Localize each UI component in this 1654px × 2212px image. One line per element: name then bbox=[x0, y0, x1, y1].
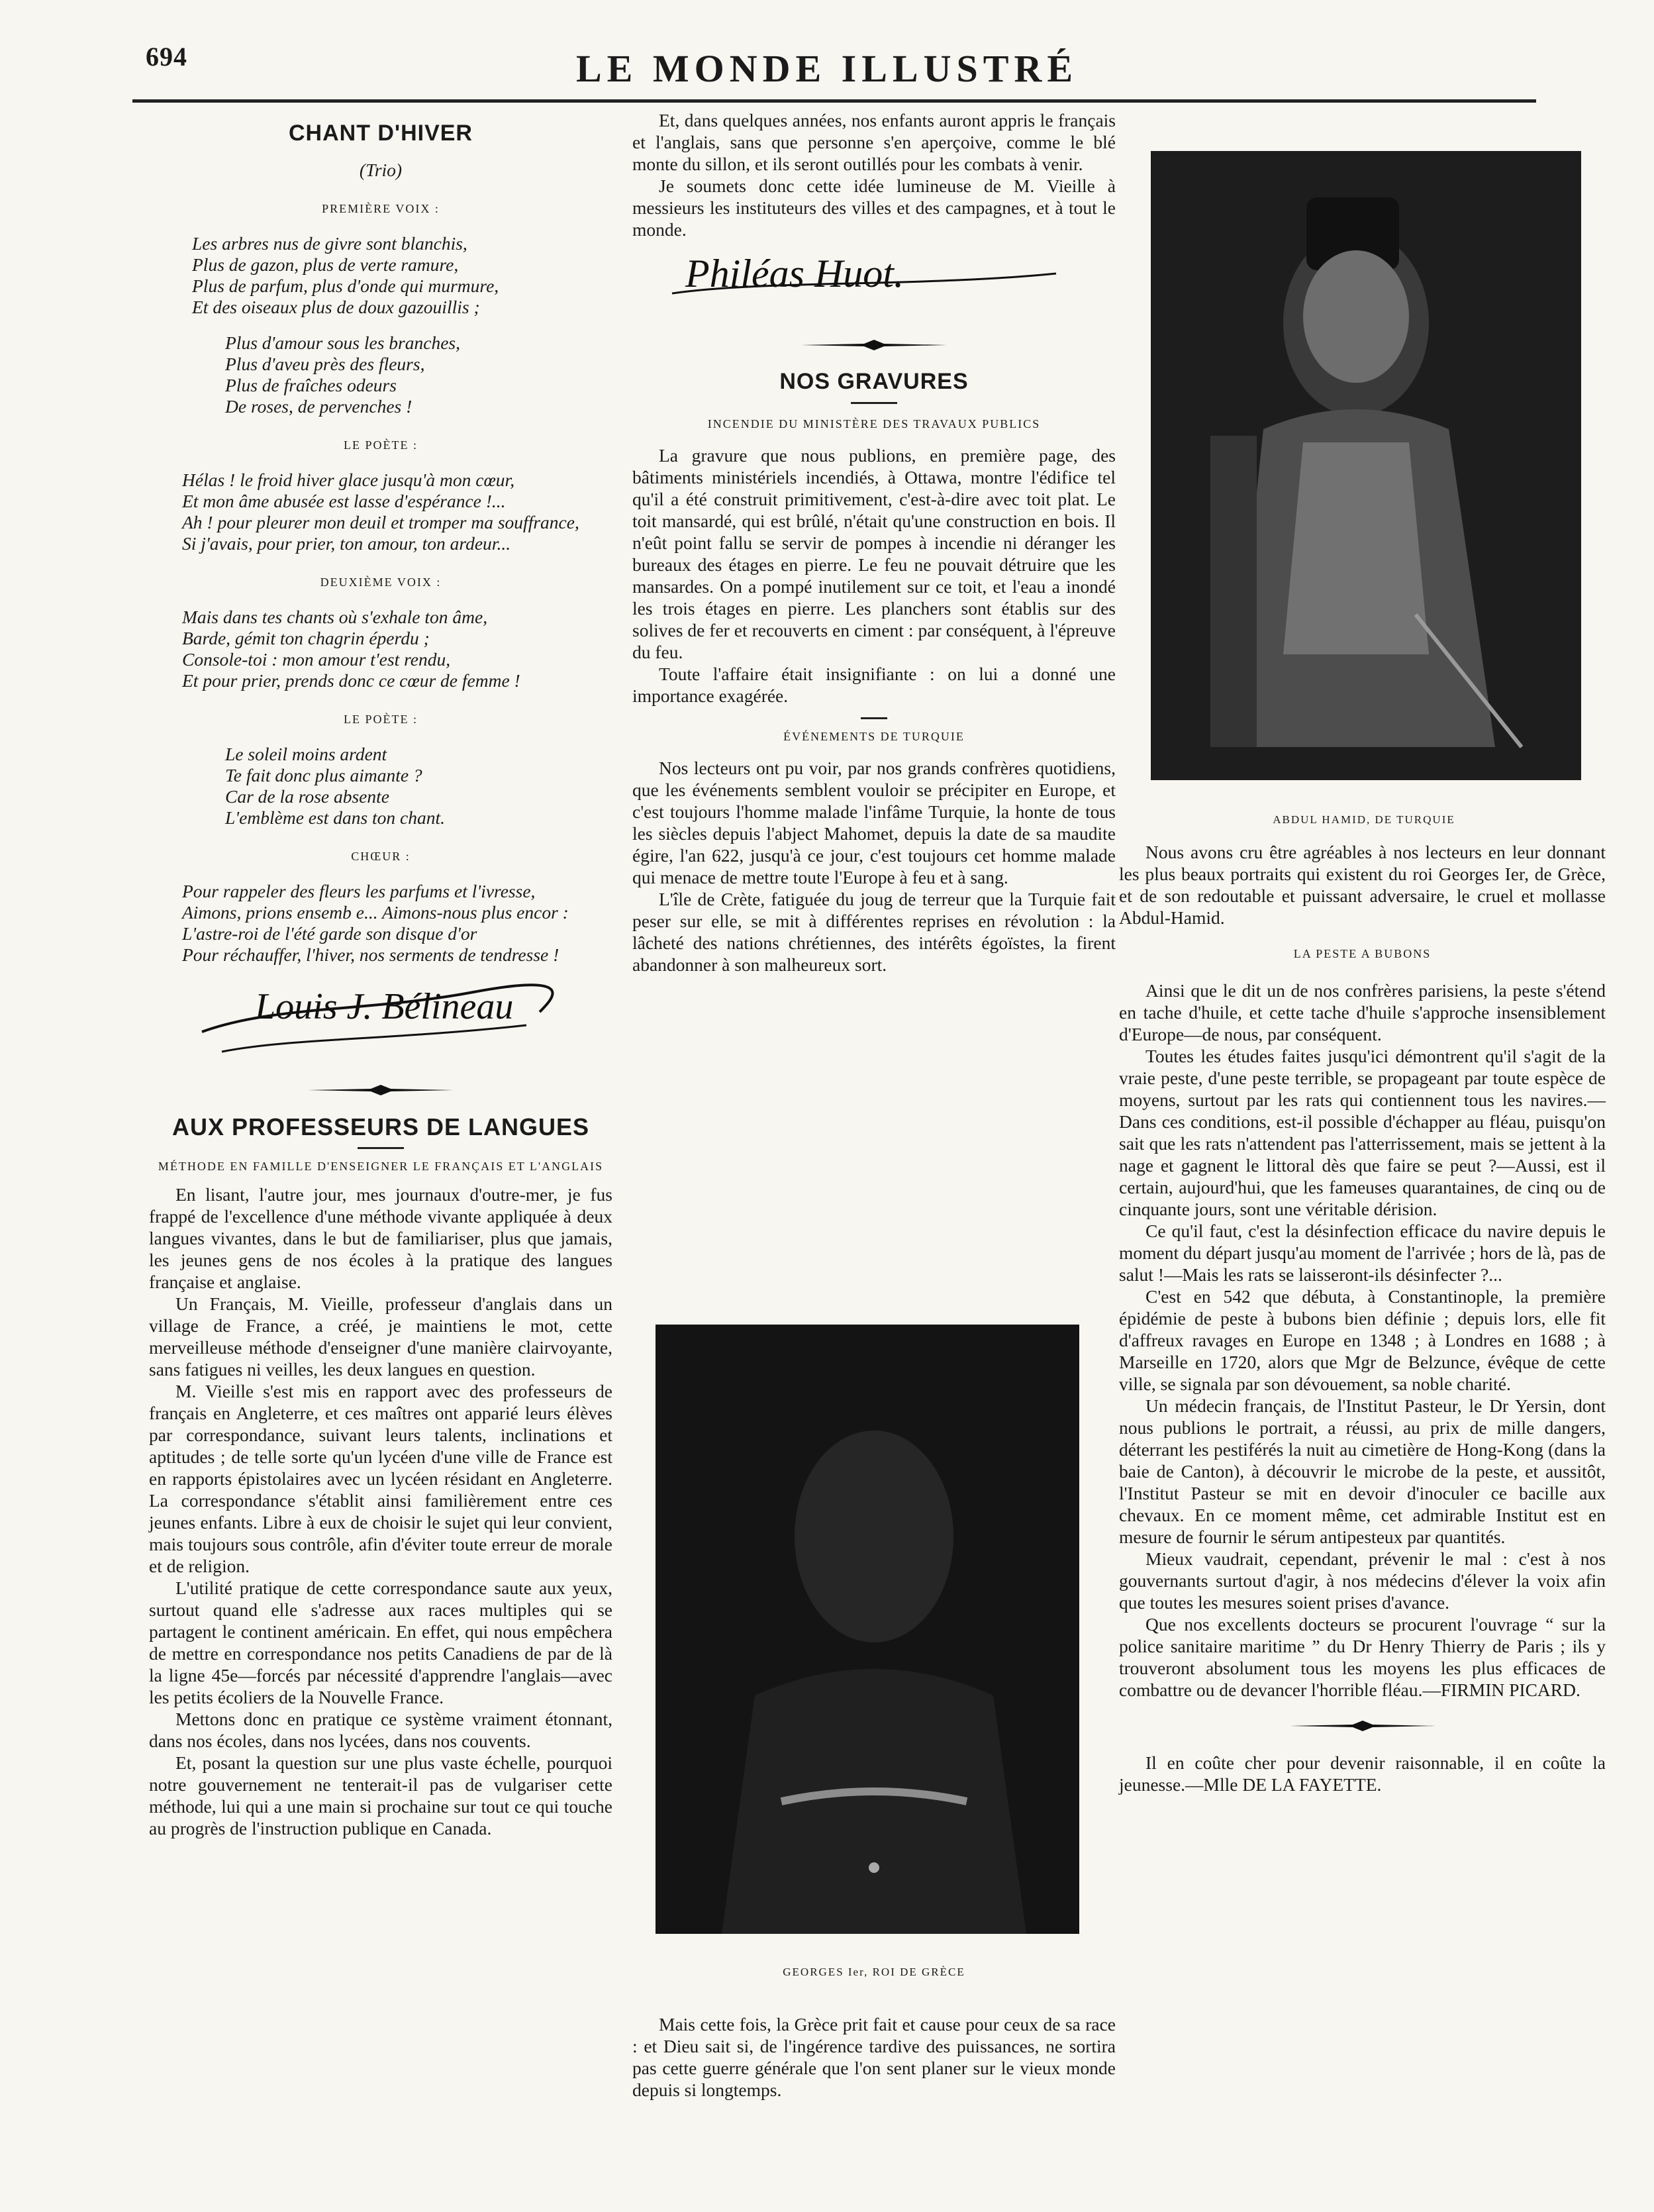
stanza bbox=[182, 607, 612, 691]
voice-label: PREMIÈRE VOIX : bbox=[322, 202, 440, 215]
stanza bbox=[225, 332, 612, 417]
verse-line: Et mon âme abusée est lasse d'espérance !... bbox=[182, 491, 506, 511]
grece-paragraph: Mais cette fois, la Grèce prit fait et cause pour ceux de sa race : et Dieu sait si, de l'ingérence tardive des puissances, ne sortira pas cette guerre générale que l'on sent planer sur le vieux monde depuis si longtemps. bbox=[632, 2014, 1116, 2100]
intro-paragraph: Nous avons cru être agréables à nos lecteurs en leur donnant les plus beaux portraits qui existent du roi Georges Ier, de Grèce, et de son redoutable et puissant adversaire, le cruel et mollasse Abdul-Hamid. bbox=[1119, 842, 1606, 928]
verse-line: Pour rappeler des fleurs les parfums et l'ivresse, bbox=[182, 881, 536, 901]
georges-photo bbox=[656, 1325, 1079, 1934]
prof-paragraph: M. Vieille s'est mis en rapport avec des professeurs de français en Angleterre, et ces maîtres ont apparié leurs élèves par correspondance, suivant leurs talents, inclinations et aptitudes ; de telle sorte qu'un lycéen d'une ville de France est en rapports épistolaires avec un lycéen résidant en Angleterre. La correspondance s'établit ainsi familièrement entre ces jeunes enfants. Libre à eux de choisir le sujet qui leur convient, mais toujours sous contrôle, afin d'éviter toute erreur de morale et de religion. bbox=[149, 1381, 612, 1576]
stanza bbox=[182, 470, 612, 554]
verse-line: Et des oiseaux plus de doux gazouillis ; bbox=[192, 297, 480, 317]
masthead-title: LE MONDE ILLUSTRÉ bbox=[575, 47, 1079, 90]
voice-label: CHŒUR : bbox=[351, 850, 411, 863]
prof-paragraph: Et, dans quelques années, nos enfants auront appris le français et l'anglais, sans que personne s'en aperçoive, comme le blé monte du sillon, et ils seront outillés pour les combats à venir. bbox=[632, 110, 1116, 174]
voice-label: DEUXIÈME VOIX : bbox=[320, 576, 442, 589]
verse-line: Plus d'aveu près des fleurs, bbox=[225, 354, 425, 374]
voice-label: LE POÈTE : bbox=[344, 713, 418, 726]
title-rule bbox=[851, 402, 897, 404]
verse-line: Plus de parfum, plus d'onde qui murmure, bbox=[192, 276, 499, 296]
chant-signature-text: Louis J. Bélineau bbox=[255, 986, 514, 1027]
stanza bbox=[182, 881, 612, 966]
turquie-paragraph: Nos lecteurs ont pu voir, par nos grands confrères quotidiens, que les événements semblent vouloir se précipiter en Europe, et c'est toujours l'homme malade l'infâme Turquie, la honte de tous les siècles depuis l'abject Mahomet, depuis la date de sa maudite égire, l'an 622, jusqu'à ce jour, c'est toujours cet homme malade qui menace de mettre toute l'Europe à feu et à sang. bbox=[632, 758, 1116, 887]
prof-paragraph: Et, posant la question sur une plus vaste échelle, pourquoi notre gouvernement ne tenterait-il pas de vulgariser cette méthode, lui qui a une main si prochaine sur tout ce qui touche au progrès de l'instruction publique en Canada. bbox=[149, 1752, 612, 1838]
prof-paragraph: Je soumets donc cette idée lumineuse de M. Vieille à messieurs les instituteurs des villes et des campagnes, et à tout le monde. bbox=[632, 176, 1116, 240]
chant-signature bbox=[149, 966, 612, 1065]
verse-line: Plus de gazon, plus de verte ramure, bbox=[192, 254, 459, 275]
verse-line: Plus de fraîches odeurs bbox=[225, 375, 397, 395]
ornament-divider bbox=[149, 1080, 612, 1101]
page-number: 694 bbox=[146, 42, 187, 72]
column-left bbox=[149, 109, 612, 1839]
professeurs-title: AUX PROFESSEURS DE LANGUES bbox=[171, 1113, 590, 1140]
incendie-paragraph: La gravure que nous publions, en première page, des bâtiments ministériels incendiés, à Ottawa, montre l'édifice tel qu'il a été construit primitivement, c'est-à-dire avec toit plat. Le toit mansardé, qui est brûlé, n'était qu'une construction en bois. Il n'eût point fallu se servir de pompes à incendie ni déranger les bureaux des étages en pierre. Le feu ne pouvait détruire que les mansardes. On a pompé inutilement sur ce toit, et l'eau a inondé les trois étages en pierre. Les planchers sont établis sur des solives de fer et recouverts en ciment : par conséquent, à l'épreuve du feu. bbox=[632, 445, 1116, 662]
incendie-paragraph: Toute l'affaire était insignifiante : on lui a donné une importance exagérée. bbox=[632, 664, 1116, 706]
ornament-divider bbox=[1119, 1715, 1606, 1737]
verse-line: Ah ! pour pleurer mon deuil et tromper ma souffrance, bbox=[182, 512, 579, 532]
ornament-divider bbox=[632, 334, 1116, 356]
verse-line: Mais dans tes chants où s'exhale ton âme, bbox=[182, 607, 488, 627]
verse-line: Hélas ! le froid hiver glace jusqu'à mon cœur, bbox=[182, 470, 515, 490]
peste-paragraph: Mieux vaudrait, cependant, prévenir le mal : c'est à nos gouvernants surtout d'agir, à nos médecins d'élever la voix afin que toutes les mesures soient prises d'avance. bbox=[1119, 1548, 1606, 1613]
peste-paragraph: C'est en 542 que débuta, à Constantinople, la première épidémie de peste à bubons bien définie ; depuis lors, elle fit d'affreux ravages en Europe en 1348 ; à Londres en 1688 ; à Marseille en 1720, alors que Mgr de Belzunce, évêque de cette ville, se signala par son dévouement, sa noble charité. bbox=[1119, 1286, 1606, 1394]
incendie-title: INCENDIE DU MINISTÈRE DES TRAVAUX PUBLICS bbox=[707, 417, 1041, 430]
column-middle bbox=[632, 109, 1116, 976]
verse-line: Pour réchauffer, l'hiver, nos serments de tendresse ! bbox=[182, 944, 559, 965]
column-middle-bottom bbox=[632, 2013, 1116, 2101]
verse-line: Et pour prier, prends donc ce cœur de femme ! bbox=[182, 670, 520, 691]
verse-line: L'emblème est dans ton chant. bbox=[225, 807, 446, 828]
gravures-title: NOS GRAVURES bbox=[779, 369, 969, 394]
verse-line: Barde, gémit ton chagrin éperdu ; bbox=[182, 628, 430, 648]
prof-paragraph: Mettons donc en pratique ce système vraiment étonnant, dans nos écoles, dans nos lycées, dans nos couvents. bbox=[149, 1709, 612, 1751]
peste-paragraph: Ainsi que le dit un de nos confrères parisiens, la peste s'étend en tache d'huile, et cette tache d'huile s'approche insensiblement d'Europe—de nous, par conséquent. bbox=[1119, 980, 1606, 1044]
peste-paragraph: Que nos excellents docteurs se procurent l'ouvrage “ sur la police sanitaire maritime ” du Dr Henry Thierry de Paris ; ils y trouveront absolument tous les moyens les plus efficaces de combattre ou de devancer l'horrible fléau.—FIRMIN PICARD. bbox=[1119, 1614, 1606, 1700]
verse-line: Plus d'amour sous les branches, bbox=[225, 332, 460, 353]
prof-paragraph: En lisant, l'autre jour, mes journaux d'outre-mer, je fus frappé de l'excellence d'une méthode vivante appliquée à deux langues vivantes, dans le but de familiariser, plus que jamais, les jeunes gens de nos écoles à la pratique des langues française et anglaise. bbox=[149, 1184, 612, 1292]
huot-signature-text: Philéas Huot. bbox=[685, 252, 904, 295]
peste-paragraph: Toutes les études faites jusqu'ici démontrent qu'il s'agit de la vraie peste, d'une peste terrible, se propageant par toute espèce de moyens, surtout par les rats qui contiennent tous les navires.—Dans ces conditions, est-il possible d'échapper au fléau, puisqu'on sait que les rats n'attendent pas l'atterrissement, mais se jettent à la nage et gagnent le littoral dès que faire se peut ?—Aussi, est il certain, aujourd'hui, que les fameuses quarantaines, de cinq ou de cinquante jours, sont une véritable dérision. bbox=[1119, 1046, 1606, 1219]
chant-poem bbox=[149, 198, 612, 966]
professeurs-subtitle: MÉTHODE EN FAMILLE D'ENSEIGNER LE FRANÇAIS ET L'ANGLAIS bbox=[158, 1160, 604, 1173]
header-rule bbox=[132, 99, 1536, 103]
column-right bbox=[1119, 841, 1606, 1795]
prof-paragraph: L'utilité pratique de cette correspondance saute aux yeux, surtout quand elle s'adresse aux races multiples qui se partagent le continent américain. En effet, qui nous empêchera de mettre en correspondance nos petits Canadiens de par de là la ligne 45e—forcés par nécessité d'apprendre l'anglais—avec les petits écoliers de la Nouvelle France. bbox=[149, 1578, 612, 1707]
verse-line: L'astre-roi de l'été garde son disque d'or bbox=[182, 923, 477, 944]
chant-subtitle: (Trio) bbox=[359, 160, 403, 180]
stanza bbox=[192, 233, 612, 318]
verse-line: Car de la rose absente bbox=[225, 786, 389, 807]
verse-line: Si j'avais, pour prier, ton amour, ton ardeur... bbox=[182, 533, 511, 554]
stanza bbox=[225, 744, 612, 829]
verse-line: Les arbres nus de givre sont blanchis, bbox=[192, 233, 467, 254]
abdul-hamid-photo bbox=[1151, 151, 1581, 780]
verse-line: Aimons, prions ensemb e... Aimons-nous plus encor : bbox=[182, 902, 569, 923]
turquie-title: ÉVÉNEMENTS DE TURQUIE bbox=[783, 730, 965, 743]
turquie-paragraph: L'île de Crète, fatiguée du joug de terreur que la Turquie fait peser sur elle, se mit à différentes reprises en révolution : la lâcheté des nations chrétiennes, des intérêts égoïstes, la firent abandonner à son malheureux sort. bbox=[632, 889, 1116, 975]
verse-line: Le soleil moins ardent bbox=[225, 744, 387, 764]
verse-line: Console-toi : mon amour t'est rendu, bbox=[182, 649, 451, 670]
voice-label: LE POÈTE : bbox=[344, 438, 418, 452]
chant-title: CHANT D'HIVER bbox=[289, 121, 473, 146]
huot-signature bbox=[632, 240, 1116, 320]
rule bbox=[861, 717, 887, 719]
abdul-hamid-caption: ABDUL HAMID, DE TURQUIE bbox=[1273, 813, 1455, 826]
peste-paragraph: Ce qu'il faut, c'est la désinfection efficace du navire depuis le moment du départ jusqu'au moment de l'arrivée ; hors de là, pas de salut !—Mais les rats se laisseront-ils désinfecter ?... bbox=[1119, 1221, 1606, 1285]
prof-paragraph: Un Français, M. Vieille, professeur d'anglais dans un village de France, a créé, je maintiens le mot, cette merveilleuse méthode d'enseigner d'une manière clairvoyante, sans fatigues ni veilles, les deux langues en question. bbox=[149, 1293, 612, 1380]
lafayette-quote: Il en coûte cher pour devenir raisonnable, il en coûte la jeunesse.—Mlle DE LA FAYETTE. bbox=[1119, 1752, 1606, 1795]
peste-title: LA PESTE A BUBONS bbox=[1293, 947, 1432, 960]
title-rule bbox=[358, 1147, 404, 1149]
georges-caption: GEORGES Ier, ROI DE GRÈCE bbox=[783, 1966, 965, 1978]
signature-flourish bbox=[195, 966, 566, 1065]
verse-line: Te fait donc plus aimante ? bbox=[225, 765, 422, 785]
verse-line: De roses, de pervenches ! bbox=[225, 396, 413, 417]
peste-paragraph: Un médecin français, de l'Institut Pasteur, le Dr Yersin, dont nous publions le portrait, a réussi, au prix de mille dangers, déterrant les pestiférés la nuit au cimetière de Hong-Kong (dans la baie de Canton), à découvrir le microbe de la peste, et aussitôt, l'Institut Pasteur se mit en devoir d'inoculer ce bacille aux chevaux. En ce moment même, cet admirable Institut est en mesure de fournir le sérum antipesteux par quantités. bbox=[1119, 1395, 1606, 1547]
